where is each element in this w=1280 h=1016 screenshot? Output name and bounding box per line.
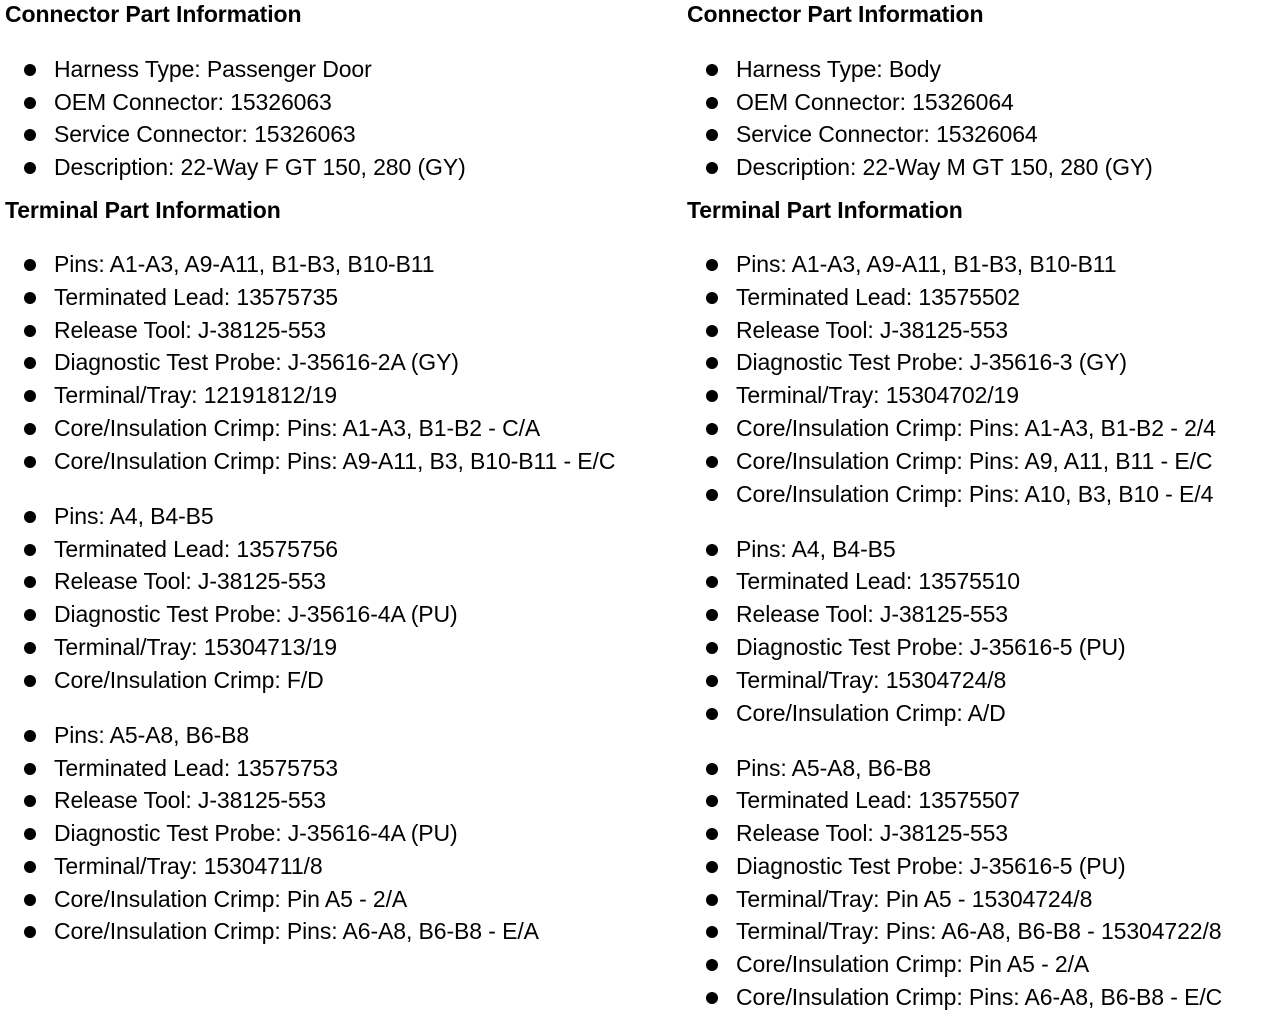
- bullet-icon: [706, 162, 718, 174]
- bullet-icon: [24, 64, 36, 76]
- bullet-icon: [706, 489, 718, 501]
- bullet-icon: [706, 642, 718, 654]
- bullet-icon: [706, 259, 718, 271]
- bullet-icon: [24, 675, 36, 687]
- bullet-icon: [706, 325, 718, 337]
- bullet-icon: [706, 390, 718, 402]
- bullet-icon: [706, 795, 718, 807]
- bullet-icon: [24, 609, 36, 621]
- bullet-icon: [24, 325, 36, 337]
- bullet-icon: [24, 357, 36, 369]
- bullet-icon: [24, 511, 36, 523]
- bullet-icon: [24, 894, 36, 906]
- bullet-icon: [706, 292, 718, 304]
- bullet-icon: [24, 162, 36, 174]
- bullet-icon: [24, 861, 36, 873]
- bullet-icon: [706, 129, 718, 141]
- bullet-icon: [24, 544, 36, 556]
- bullet-icon: [706, 675, 718, 687]
- bullet-icon: [24, 828, 36, 840]
- bullet-icon: [24, 642, 36, 654]
- bullet-icon: [24, 390, 36, 402]
- bullet-icon: [24, 129, 36, 141]
- connector-heading: Connector Part Information: [5, 1, 302, 27]
- bullet-icon: [706, 959, 718, 971]
- bullet-icon: [24, 292, 36, 304]
- bullet-icon: [706, 576, 718, 588]
- bullet-icon: [24, 795, 36, 807]
- bullet-icon: [706, 926, 718, 938]
- bullet-icon: [706, 423, 718, 435]
- bullet-icon: [706, 357, 718, 369]
- terminal-heading: Terminal Part Information: [5, 197, 281, 223]
- bullet-icon: [706, 544, 718, 556]
- bullet-icon: [706, 708, 718, 720]
- bullet-icon: [706, 64, 718, 76]
- bullet-icon: [706, 894, 718, 906]
- bullet-icon: [706, 763, 718, 775]
- bullet-icon: [24, 763, 36, 775]
- bullet-icon: [24, 423, 36, 435]
- bullet-icon: [24, 259, 36, 271]
- bullet-icon: [706, 828, 718, 840]
- bullet-icon: [24, 97, 36, 109]
- bullet-icon: [706, 456, 718, 468]
- bullet-icon: [706, 992, 718, 1004]
- bullet-icon: [24, 576, 36, 588]
- bullet-icon: [24, 926, 36, 938]
- bullet-icon: [706, 97, 718, 109]
- bullet-icon: [24, 730, 36, 742]
- bullet-icon: [706, 609, 718, 621]
- bullet-icon: [706, 861, 718, 873]
- bullet-icon: [24, 456, 36, 468]
- terminal-heading: Terminal Part Information: [687, 197, 963, 223]
- connector-heading: Connector Part Information: [687, 1, 984, 27]
